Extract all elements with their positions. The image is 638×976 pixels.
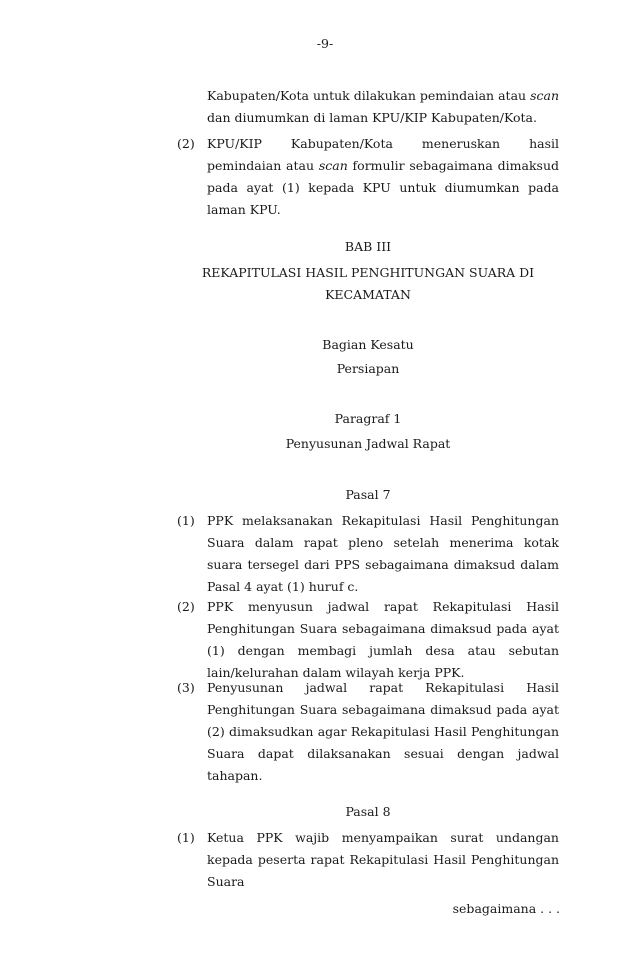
paragraph-label: Paragraf 1 — [334, 411, 402, 426]
chapter-label: BAB III — [344, 239, 392, 254]
item-text: PPK menyusun jadwal rapat Rekapitulasi Hasil Penghitungan Suara sebagaimana dimaksud pada ayat (1) dengan membagi jumlah desa atau sebutan lain/kelurahan dalam wilayah kerja PPK. — [207, 599, 559, 680]
item-number: (1) — [177, 513, 195, 528]
item-text-1: KPU/KIP Kabupaten/Kota meneruskan hasil pemindaian atau — [207, 136, 559, 173]
pasal-7-heading: Pasal 7 — [345, 487, 391, 502]
footer-continuation: sebagaimana . . . — [452, 901, 560, 916]
section-title: Persiapan — [336, 361, 400, 376]
item-text: Ketua PPK wajib menyampaikan surat undangan kepada peserta rapat Rekapitulasi Hasil Penghitungan Suara — [207, 830, 559, 889]
list-item — [177, 510, 559, 598]
item-number: (2) — [177, 599, 195, 614]
intro-text-1: Kabupaten/Kota untuk dilakukan pemindaian atau — [207, 88, 531, 103]
item-number: (2) — [177, 136, 195, 151]
chapter-title-line1: REKAPITULASI HASIL PENGHITUNGAN SUARA DI — [201, 265, 535, 280]
item-number: (3) — [177, 680, 195, 695]
item-text: PPK melaksanakan Rekapitulasi Hasil Penghitungan Suara dalam rapat pleno setelah menerima kotak suara tersegel dari PPS sebagaimana dimaksud dalam Pasal 4 ayat (1) huruf c. — [207, 513, 559, 594]
item-number: (1) — [177, 830, 195, 845]
intro-italic-term: scan — [530, 88, 559, 103]
page-number: -9- — [316, 36, 334, 51]
intro-paragraph — [207, 85, 559, 129]
intro-text-2: dan diumumkan di laman KPU/KIP Kabupaten/Kota. — [207, 110, 537, 125]
item-text — [207, 133, 559, 221]
list-item — [177, 596, 559, 684]
item-text-2: formulir sebagaimana dimaksud pada ayat (1) kepada KPU untuk diumumkan pada laman KPU. — [207, 158, 560, 217]
chapter-title-line2: KECAMATAN — [325, 287, 411, 302]
item-text: Penyusunan jadwal rapat Rekapitulasi Hasil Penghitungan Suara sebagaimana dimaksud pada ayat (2) dimaksudkan agar Rekapitulasi Hasil Penghitungan Suara dapat dilaksanakan sesuai dengan jadwal tahapan. — [207, 680, 559, 783]
paragraph-title: Penyusunan Jadwal Rapat — [285, 436, 451, 451]
section-label: Bagian Kesatu — [322, 337, 414, 352]
item-italic-term: scan — [318, 158, 348, 173]
list-item — [177, 677, 559, 787]
pasal-8-heading: Pasal 8 — [345, 804, 391, 819]
list-item — [177, 827, 559, 893]
list-item — [177, 133, 559, 221]
